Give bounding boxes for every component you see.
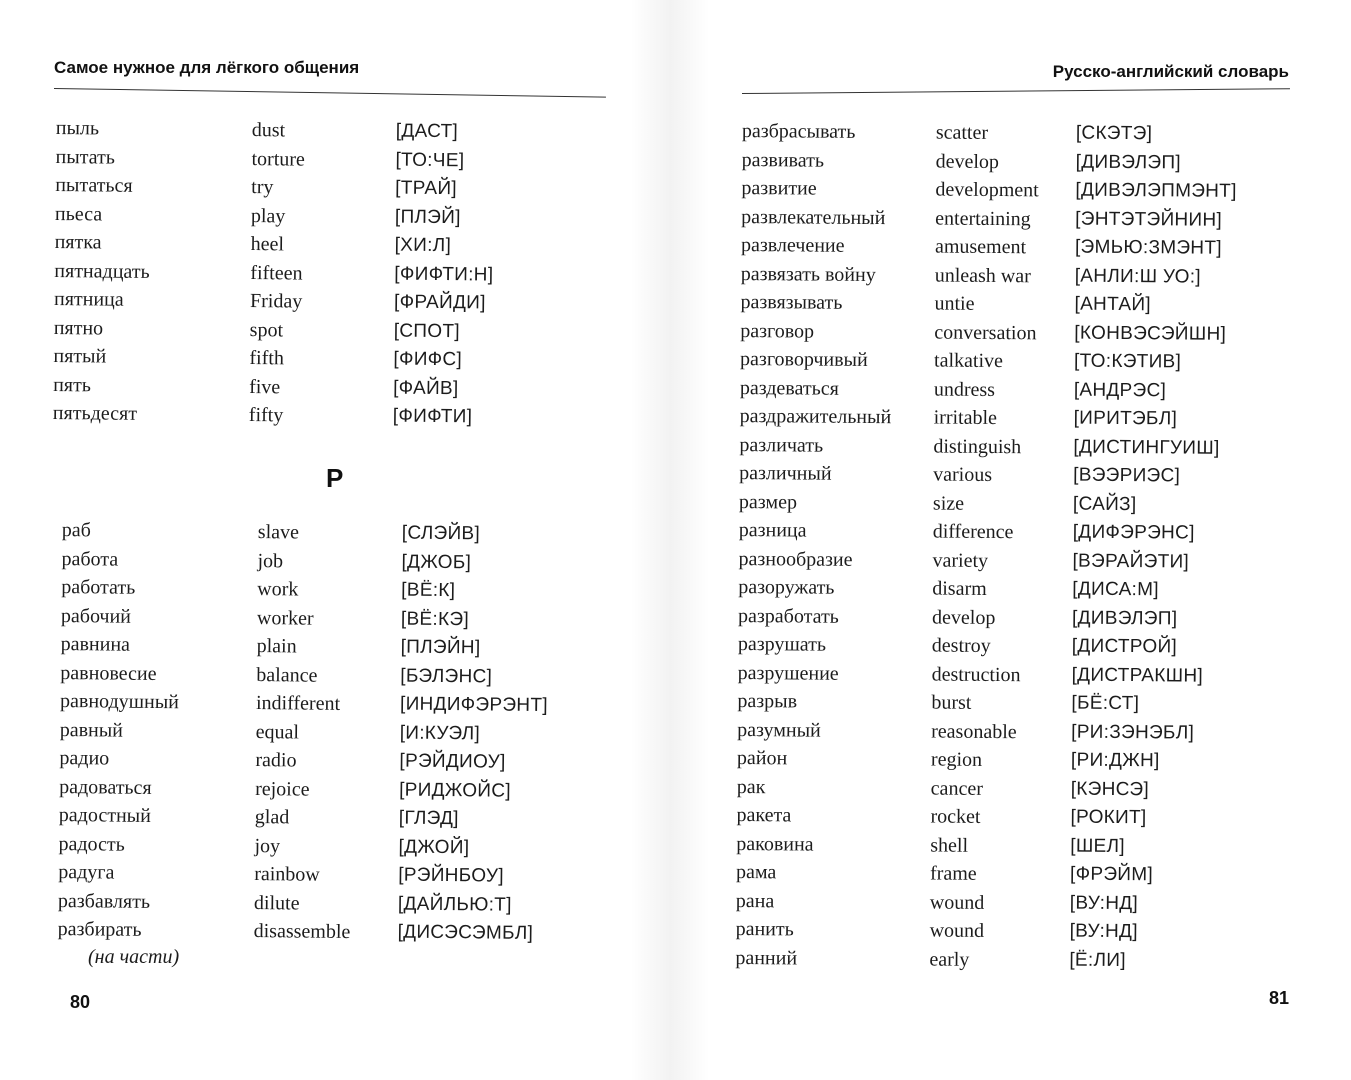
english-word: try <box>251 176 274 199</box>
transcription: [ДИСА:М] <box>1072 578 1159 601</box>
transcription: [СКЭТЭ] <box>1075 122 1153 145</box>
english-word: burst <box>931 691 972 714</box>
russian-word: пытаться <box>55 173 133 197</box>
russian-word: работать <box>61 575 136 599</box>
transcription: [ФАЙВ] <box>393 377 459 399</box>
right-header-rule <box>742 88 1290 94</box>
entries-before-letter <box>52 114 494 428</box>
transcription: [ДИВЭЛЭП] <box>1075 151 1182 173</box>
english-word: wound <box>929 919 985 942</box>
book-gutter <box>630 0 710 1080</box>
russian-word: радость <box>58 832 125 856</box>
russian-word: раздеваться <box>739 376 839 400</box>
english-word: variety <box>932 549 989 572</box>
transcription: [ДИСЭСЭМБЛ] <box>397 921 534 944</box>
russian-word: развитие <box>741 176 817 200</box>
transcription: [ВЁ:КЭ] <box>400 608 470 630</box>
transcription: [ПЛЭЙ] <box>394 206 461 228</box>
russian-word: разрушать <box>737 632 827 656</box>
transcription: [Ё:ЛИ] <box>1069 949 1126 971</box>
russian-word: развлечение <box>740 233 845 257</box>
russian-word: радостный <box>58 803 151 827</box>
russian-word: развлекательный <box>741 205 886 229</box>
russian-word: пятый <box>53 344 107 368</box>
english-word: frame <box>929 862 977 885</box>
russian-word: разговорчивый <box>740 347 868 371</box>
english-word: disarm <box>932 577 987 600</box>
russian-word: раковина <box>736 832 814 856</box>
english-word: Friday <box>249 290 303 313</box>
english-word: torture <box>251 147 305 171</box>
transcription: [ИНДИФЭРЭНТ] <box>399 693 548 717</box>
english-word: plain <box>256 635 297 658</box>
english-word: conversation <box>934 321 1037 344</box>
russian-word: разбавлять <box>57 889 151 913</box>
russian-word: разнообразие <box>738 547 853 571</box>
transcription: [ГЛЭД] <box>398 807 459 830</box>
english-word: job <box>257 549 284 572</box>
english-word: worker <box>256 606 314 630</box>
russian-word: раздражительный <box>739 404 892 429</box>
russian-word: разумный <box>737 718 821 742</box>
transcription: [БЭЛЭНС] <box>400 665 493 688</box>
russian-word: пятница <box>53 287 124 311</box>
transcription: [ДАЙЛЬЮ:Т] <box>397 893 512 916</box>
english-word: rejoice <box>255 777 310 801</box>
english-word: develop <box>931 606 996 629</box>
transcription: [ДАСТ] <box>395 120 459 143</box>
russian-word: различать <box>739 433 824 457</box>
russian-word: пытать <box>55 145 116 169</box>
transcription: [ШЕЛ] <box>1070 835 1125 857</box>
english-word: work <box>257 578 299 601</box>
english-word: shell <box>930 834 969 857</box>
left-page <box>0 0 640 1080</box>
english-word: unleash war <box>934 264 1031 287</box>
transcription: [КОНВЭСЭЙШН] <box>1074 322 1227 345</box>
russian-word: радоваться <box>59 775 152 799</box>
transcription: [ДЖОБ] <box>401 551 472 573</box>
transcription: [ДИСТИНГУИШ] <box>1073 436 1220 459</box>
transcription: [СЛЭЙВ] <box>401 522 481 545</box>
transcription: [РОКИТ] <box>1070 806 1147 829</box>
english-word: amusement <box>934 235 1027 259</box>
english-word: glad <box>254 806 290 829</box>
right-page <box>700 0 1351 1080</box>
transcription: [ВУ:НД] <box>1069 892 1139 914</box>
entries-after-letter <box>57 516 548 944</box>
english-word: heel <box>250 233 285 256</box>
page-number-right: 81 <box>1268 988 1289 1008</box>
russian-word: ранить <box>735 917 794 941</box>
transcription: [КЭНСЭ] <box>1070 778 1150 800</box>
transcription: [ЭНТЭТЭЙНИН] <box>1075 208 1223 231</box>
transcription: [ЭМЬЮ:ЗМЭНТ] <box>1074 236 1222 259</box>
transcription: [САЙЗ] <box>1072 493 1137 515</box>
russian-word: развязать войну <box>740 262 876 286</box>
letter-heading: Р <box>326 463 344 493</box>
english-word: region <box>930 748 983 771</box>
english-word: wound <box>929 890 985 914</box>
english-word: rocket <box>930 805 981 828</box>
russian-word: развязывать <box>740 290 843 314</box>
english-word: cancer <box>930 777 983 800</box>
russian-word: пятно <box>53 316 104 340</box>
english-word: spot <box>249 318 284 341</box>
russian-word: разработать <box>737 604 839 628</box>
english-word: develop <box>935 150 1000 173</box>
russian-word: пьеса <box>54 202 103 225</box>
transcription: [ДИСТРОЙ] <box>1071 635 1178 658</box>
russian-word: равнодушный <box>59 689 180 714</box>
russian-word: рама <box>735 860 777 884</box>
russian-word: ракета <box>736 803 792 827</box>
english-word: development <box>935 178 1039 202</box>
english-word: slave <box>257 521 300 544</box>
english-word: balance <box>256 663 318 687</box>
english-word: five <box>249 375 281 398</box>
english-word: play <box>250 204 286 227</box>
transcription: [ВУ:НД] <box>1069 920 1138 943</box>
transcription: [СПОТ] <box>393 320 460 342</box>
russian-word: разбирать <box>57 917 142 941</box>
transcription: [РИ:ДЖН] <box>1070 749 1160 772</box>
transcription: [И:КУЭЛ] <box>399 722 481 744</box>
russian-word: радуга <box>58 860 115 884</box>
transcription: [РИДЖОЙС] <box>399 779 512 802</box>
russian-word: радио <box>59 746 110 770</box>
transcription: [БЁ:СТ] <box>1071 692 1140 715</box>
left-running-head: Самое нужное для лёгкого общения <box>54 58 360 77</box>
russian-word: равновесие <box>60 661 157 685</box>
russian-word: разоружать <box>738 575 835 599</box>
transcription: [ИРИТЭБЛ] <box>1073 407 1178 430</box>
transcription: [ВЭЭРИЭС] <box>1073 464 1181 487</box>
transcription: [ПЛЭЙН] <box>400 636 481 659</box>
transcription: [ФИФС] <box>393 348 463 371</box>
transcription: [ДЖОЙ] <box>398 836 470 858</box>
russian-word: ранний <box>735 946 798 969</box>
russian-word: разговор <box>740 319 815 343</box>
english-word: indifferent <box>255 692 341 715</box>
russian-word: пыль <box>55 116 100 140</box>
russian-word: развивать <box>741 148 825 172</box>
russian-word: разница <box>738 518 807 542</box>
english-word: joy <box>254 834 281 857</box>
russian-word: различный <box>739 461 832 485</box>
english-word: fifteen <box>250 261 303 285</box>
transcription: [ФРЭЙМ] <box>1069 863 1154 886</box>
english-word: fifth <box>249 347 285 370</box>
right-running-head: Русско-английский словарь <box>1052 62 1289 81</box>
english-word: destruction <box>931 663 1021 686</box>
transcription: [ХИ:Л] <box>394 234 452 257</box>
transcription: [РИ:ЗЭНЭБЛ] <box>1071 721 1195 744</box>
english-word: dust <box>251 119 286 142</box>
transcription: [АНДРЭС] <box>1073 379 1167 401</box>
russian-word: равный <box>59 718 124 742</box>
english-word: various <box>933 463 993 486</box>
transcription: [РЭЙНБОУ] <box>398 864 505 887</box>
english-word: disassemble <box>253 920 351 944</box>
english-word: scatter <box>935 121 989 144</box>
english-word: early <box>929 947 970 971</box>
left-header-rule <box>54 88 606 98</box>
english-word: undress <box>933 378 996 401</box>
transcription: [ТО:КЭТИВ] <box>1074 350 1182 373</box>
transcription: [ВЁ:К] <box>401 579 456 602</box>
english-word: fifty <box>248 404 284 427</box>
russian-word: район <box>736 746 788 770</box>
russian-word: разбрасывать <box>741 119 856 143</box>
transcription: [ДИВЭЛЭПМЭНТ] <box>1075 179 1237 202</box>
transcription: [ТРАЙ] <box>395 177 458 200</box>
russian-word: равнина <box>60 632 131 656</box>
english-word: talkative <box>934 349 1004 373</box>
english-word: dilute <box>253 891 300 915</box>
english-word: untie <box>934 292 975 315</box>
page-number-left: 80 <box>70 992 91 1012</box>
transcription: [ДИСТРАКШН] <box>1071 664 1204 687</box>
russian-word: рабочий <box>60 604 132 628</box>
transcription: [ФИФТИ] <box>392 405 473 428</box>
russian-word: пять <box>53 373 92 396</box>
english-word: reasonable <box>931 720 1017 743</box>
russian-word: рак <box>736 775 766 798</box>
russian-word: раб <box>61 518 92 542</box>
entries-right <box>735 117 1237 972</box>
russian-word: пятнадцать <box>54 259 150 283</box>
english-word: equal <box>255 720 300 743</box>
transcription: [ДИФЭРЭНС] <box>1072 521 1195 544</box>
russian-word: рана <box>735 889 775 912</box>
english-word: destroy <box>931 634 991 657</box>
english-word: size <box>932 492 965 515</box>
russian-word: пятьдесят <box>52 401 138 425</box>
transcription: [ФРАЙДИ] <box>393 291 486 314</box>
transcription: [ДИВЭЛЭП] <box>1071 607 1178 629</box>
transcription: [ТО:ЧЕ] <box>395 149 465 171</box>
english-word: radio <box>255 749 297 772</box>
transcription: [ФИФТИ:Н] <box>394 263 494 286</box>
russian-word: разрушение <box>737 661 839 685</box>
english-word: rainbow <box>254 863 320 886</box>
transcription: [ВЭРАЙЭТИ] <box>1072 550 1190 573</box>
english-word: distinguish <box>933 435 1022 458</box>
russian-word: размер <box>738 490 798 513</box>
russian-word: разрыв <box>737 689 798 713</box>
usage-note: (на части) <box>88 946 180 968</box>
transcription: [АНТАЙ] <box>1074 293 1151 316</box>
english-word: entertaining <box>935 207 1031 230</box>
english-word: difference <box>932 520 1014 544</box>
transcription: [АНЛИ:Ш УО:] <box>1074 265 1201 288</box>
russian-word: пятка <box>54 230 102 254</box>
english-word: irritable <box>933 406 998 430</box>
russian-word: работа <box>61 547 119 571</box>
transcription: [РЭЙДИОУ] <box>399 750 506 773</box>
